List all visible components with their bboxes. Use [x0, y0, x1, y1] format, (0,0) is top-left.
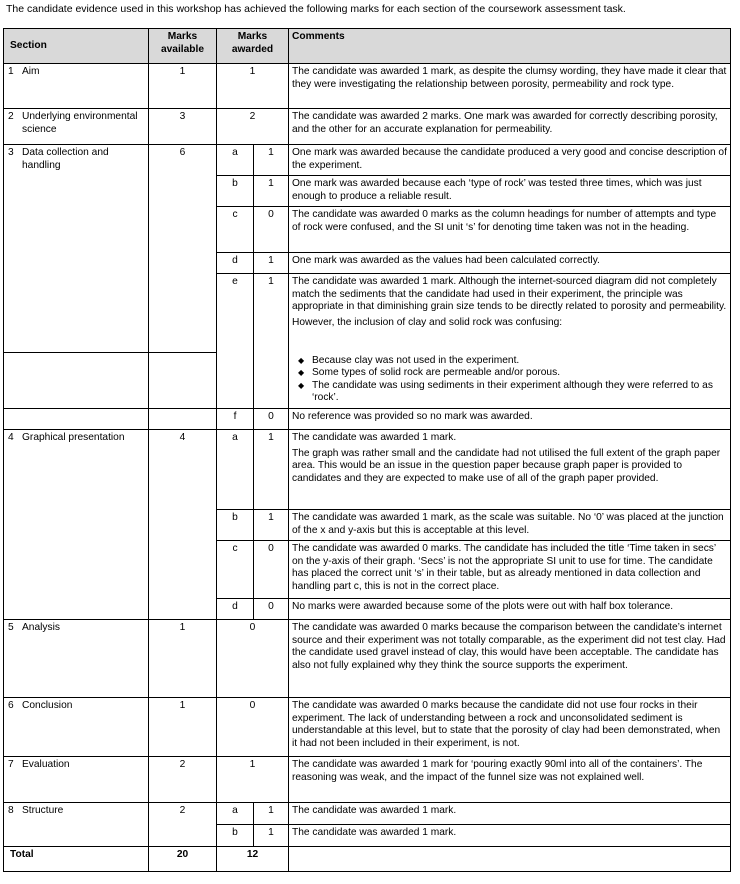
marks-available-cell: 4	[149, 430, 217, 620]
comment-cell	[289, 803, 731, 825]
table-row	[4, 803, 731, 825]
marks-awarded-cell: 1	[217, 64, 289, 109]
header-comments: Comments	[289, 29, 731, 64]
part-mark: 0	[254, 207, 289, 253]
total-label: Total	[4, 847, 149, 872]
part-mark: 0	[254, 409, 289, 430]
table-row	[4, 430, 731, 510]
section-cell	[4, 353, 149, 409]
comment-text: The candidate was awarded 1 mark.	[292, 805, 457, 816]
part-mark: 1	[254, 510, 289, 541]
comment-cell	[289, 253, 731, 274]
comment-cell	[289, 698, 731, 757]
marks-awarded-cell: 0	[217, 698, 289, 757]
diamond-bullet-icon: ◆	[298, 380, 305, 390]
list-item: ◆ Because clay was not used in the experiment.	[298, 354, 520, 366]
list-item: ◆ The candidate was using sediments in their experiment although they were referred to as ‘rock’.	[298, 379, 713, 404]
list-item: ◆ Some types of solid rock are permeable and/or porous.	[298, 367, 561, 379]
part-mark: 1	[254, 253, 289, 274]
comment-text: No marks were awarded because some of the plots were out with half box tolerance.	[292, 601, 674, 612]
comment-cell	[289, 825, 731, 847]
intro-text: The candidate evidence used in this workshop has achieved the following marks for each section of the coursework assessment task.	[6, 3, 626, 15]
marks-awarded-cell: 2	[217, 109, 289, 145]
table-row	[4, 145, 731, 176]
marks-awarded-cell: 1	[217, 757, 289, 803]
marks-awarded-cell: 0	[217, 620, 289, 698]
marks-available-cell: 2	[149, 757, 217, 803]
comment-cell	[289, 599, 731, 620]
comment-text: The candidate was awarded 1 mark for ‘pouring exactly 90ml into all of the containers’. The reasoning was weak, and the impact of the funnel size was not explained well.	[292, 759, 703, 783]
table-row	[4, 109, 731, 145]
marks-table	[3, 28, 731, 872]
header-section: Section	[4, 29, 149, 64]
table-row	[4, 698, 731, 757]
part-mark: 1	[254, 145, 289, 176]
section-cell	[4, 803, 149, 847]
comment-text: The candidate was awarded 0 marks because the comparison between the candidate’s internet source and their experiment was not totally comparable, as the experiment did not test clay. Had the candidate used gravel instead of clay, this would have been acceptable. The candidate has also not fully explained why they think the source supports the experiment.	[292, 622, 726, 671]
part-letter: b	[217, 825, 254, 847]
section-name: Conclusion	[22, 700, 73, 711]
part-letter	[217, 353, 254, 409]
comment-text: The candidate was awarded 1 mark, as the scale was suitable. No ‘0’ was placed at the junction of the x and y-axis but this is acceptable at this level.	[292, 512, 724, 536]
section-name: Aim	[22, 66, 40, 77]
table-row	[4, 620, 731, 698]
comment-cell	[289, 757, 731, 803]
comment-text: One mark was awarded as the values had been calculated correctly.	[292, 255, 600, 266]
total-available: 20	[149, 847, 217, 872]
section-cell	[4, 430, 149, 620]
comment-cell	[289, 176, 731, 207]
section-number: 7	[8, 759, 14, 770]
part-letter: d	[217, 253, 254, 274]
section-cell	[4, 64, 149, 109]
section-number: 2	[8, 111, 14, 122]
bullet-list	[292, 355, 727, 405]
diamond-bullet-icon: ◆	[298, 355, 305, 365]
comment-text: No reference was provided so no mark was awarded.	[292, 411, 533, 422]
diamond-bullet-icon: ◆	[298, 368, 305, 378]
section-cell	[4, 109, 149, 145]
comment-text: The candidate was awarded 2 marks. One mark was awarded for correctly describing porosity, and the other for an accurate explanation for permeability.	[292, 111, 718, 135]
comment-text: The graph was rather small and the candidate had not utilised the full extent of the graph paper area. This would be an issue in the question paper because graph paper is provided to candidates and they are expected to make use of all of the graph paper provided.	[292, 447, 721, 484]
part-mark: 1	[254, 803, 289, 825]
comment-text: The candidate was awarded 0 marks as the column headings for number of attempts and type of rock were confused, and the SI unit ‘s’ for denoting time taken was not in the heading.	[292, 209, 717, 233]
table-row	[4, 353, 731, 409]
comment-cell	[289, 145, 731, 176]
comment-text: The candidate was awarded 0 marks because the candidate did not use four rocks in their experiment. The lack of understanding between a rock and unconsolidated sediment is understandable at this level, but to state that the porosity of clay had been demonstrated, when it had not been included in their experiment, is not.	[292, 700, 721, 749]
part-mark: 0	[254, 599, 289, 620]
section-cell	[4, 757, 149, 803]
part-letter: a	[217, 430, 254, 510]
header-marks-available: Marks available	[149, 29, 217, 64]
part-letter: b	[217, 176, 254, 207]
part-letter: a	[217, 803, 254, 825]
section-number: 6	[8, 700, 14, 711]
section-number: 4	[8, 432, 14, 443]
section-cell	[4, 698, 149, 757]
comment-cell	[289, 510, 731, 541]
marks-available-cell: 6	[149, 145, 217, 353]
part-letter: b	[217, 510, 254, 541]
comment-text: One mark was awarded because each ‘type of rock’ was tested three times, which was just enough to produce a reliable result.	[292, 178, 702, 202]
section-name: Evaluation	[22, 759, 70, 770]
part-letter: c	[217, 541, 254, 599]
section-cell	[4, 145, 149, 353]
section-name: Data collection and handling	[22, 147, 109, 171]
marks-available-cell	[149, 409, 217, 430]
marks-available-cell	[149, 353, 217, 409]
comment-text: However, the inclusion of clay and solid rock was confusing:	[292, 316, 563, 328]
comment-text: The candidate was awarded 1 mark.	[292, 432, 457, 443]
total-awarded: 12	[217, 847, 289, 872]
marks-available-cell: 2	[149, 803, 217, 847]
section-name: Structure	[22, 805, 64, 816]
part-letter: f	[217, 409, 254, 430]
comment-text: One mark was awarded because the candidate produced a very good and concise description of the experiment.	[292, 147, 727, 171]
part-letter: d	[217, 599, 254, 620]
section-cell	[4, 409, 149, 430]
comment-cell	[289, 541, 731, 599]
part-mark: 1	[254, 176, 289, 207]
comment-cell	[289, 274, 731, 353]
part-letter: a	[217, 145, 254, 176]
section-number: 1	[8, 66, 14, 77]
total-comment-cell	[289, 847, 731, 872]
section-number: 5	[8, 622, 14, 633]
table-row	[4, 64, 731, 109]
table-row	[4, 409, 731, 430]
comment-text: The candidate was awarded 1 mark, as despite the clumsy wording, they have made it clear that they were investigating the relationship between porosity, permeability and rock type.	[292, 66, 727, 90]
part-letter: c	[217, 207, 254, 253]
part-mark: 1	[254, 430, 289, 510]
section-name: Graphical presentation	[22, 432, 125, 443]
comment-cell	[289, 64, 731, 109]
table-row	[4, 757, 731, 803]
comment-cell	[289, 409, 731, 430]
total-row	[4, 847, 731, 872]
part-mark	[254, 353, 289, 409]
comment-cell	[289, 207, 731, 253]
marks-available-cell: 1	[149, 64, 217, 109]
comment-text: The candidate was awarded 1 mark.	[292, 827, 457, 838]
part-mark: 1	[254, 825, 289, 847]
header-row	[4, 29, 731, 64]
comment-text: The candidate was awarded 1 mark. Although the internet-sourced diagram did not completely match the sediments that the candidate had used in their experiment, the principle was appropriate in that diminishing grain size tends to be directly related to porosity and permeability.	[292, 276, 727, 313]
header-marks-awarded: Marks awarded	[217, 29, 289, 64]
section-number: 8	[8, 805, 14, 816]
section-name: Analysis	[22, 622, 60, 633]
marks-available-cell: 1	[149, 620, 217, 698]
part-letter: e	[217, 274, 254, 353]
comment-text: The candidate was awarded 0 marks. The candidate has included the title ‘Time taken in secs’ on the y-axis of their graph. ‘Secs’ is not the appropriate SI unit to use for time. The candidate has placed the correct unit ‘s’ in their table, but as already mentioned in data collection and handling part c, this is not in the correct place.	[292, 543, 716, 592]
marks-available-cell: 3	[149, 109, 217, 145]
comment-cell	[289, 109, 731, 145]
comment-cell	[289, 353, 731, 409]
part-mark: 0	[254, 541, 289, 599]
section-number: 3	[8, 147, 14, 158]
part-mark: 1	[254, 274, 289, 353]
section-name: Underlying environmental science	[22, 111, 138, 135]
comment-cell	[289, 430, 731, 510]
marks-available-cell: 1	[149, 698, 217, 757]
section-cell	[4, 620, 149, 698]
comment-cell	[289, 620, 731, 698]
